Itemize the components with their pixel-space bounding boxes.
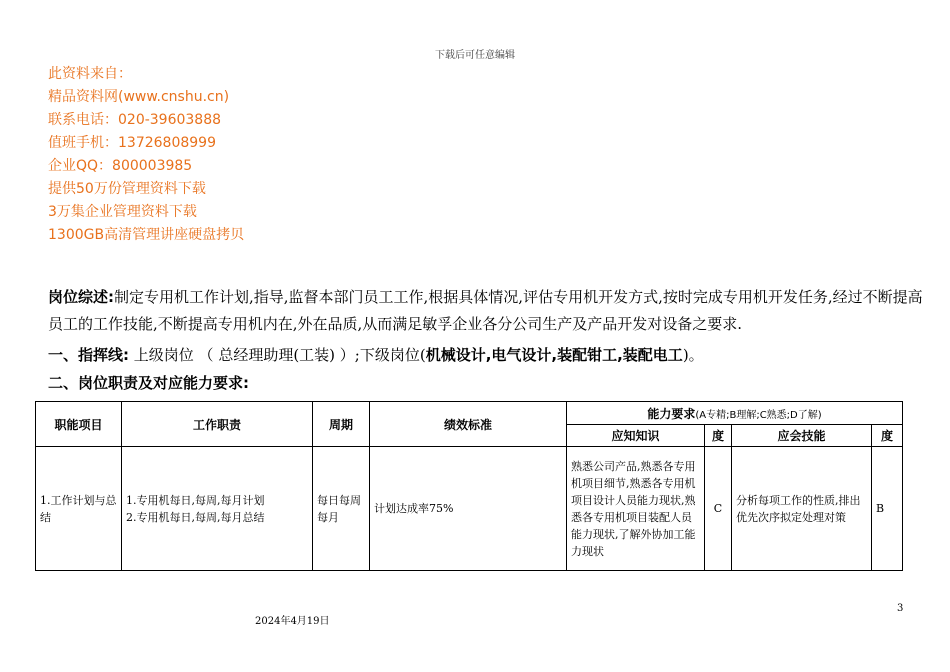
promo-line: 值班手机：13726808999: [48, 135, 216, 151]
cell-standard: 计划达成率75%: [370, 447, 567, 571]
job-summary: [48, 284, 928, 338]
header-item: 职能项目: [36, 402, 122, 447]
page-number: 3: [897, 603, 904, 614]
cell-item: 1.工作计划与总结: [36, 447, 122, 571]
summary-text: 制定专用机工作计划,指导,监督本部门员工工作,根据具体情况,评估专用机开发方式,按时完成专用机开发任务,经过不断提高员工的工作技能,不断提高专用机内在,外在品质,从而满足敏孚企业各分公司生产及产品开发对设备之要求.: [48, 288, 923, 333]
table-row: [36, 447, 903, 571]
footer-date: 2024年4月19日: [255, 616, 330, 627]
promo-line: 此资料来自：: [48, 66, 132, 82]
section2-label: 二、岗位职责及对应能力要求:: [48, 374, 249, 392]
duties-section-title: [48, 372, 249, 393]
header-note: 下载后可任意编辑: [435, 50, 515, 61]
duty-table: [35, 401, 903, 571]
header-ability-label: 能力要求: [647, 406, 696, 421]
promo-block: [48, 63, 244, 247]
promo-line: 3万集企业管理资料下载: [48, 204, 197, 220]
promo-line: 1300GB高清管理讲座硬盘拷贝: [48, 227, 245, 243]
header-skill: 应会技能: [732, 425, 872, 447]
section1-text2: )。: [682, 346, 704, 364]
promo-line: 提供50万份管理资料下载: [48, 181, 206, 197]
header-period: 周期: [313, 402, 370, 447]
cell-knowledge: 熟悉公司产品,熟悉各专用机项目细节,熟悉各专用机项目设计人员能力现状,熟悉各专用机项目装配人员能力现状,了解外协加工能力现状: [567, 447, 705, 571]
header-ability-note: (A专精;B理解;C熟悉;D了解): [695, 409, 822, 421]
promo-line: 精品资料网(www.cnshu.cn): [48, 89, 230, 105]
cell-duty-line: 2.专用机每日,每周,每月总结: [126, 510, 265, 524]
header-knowledge: 应知知识: [567, 425, 705, 447]
header-degree: 度: [705, 425, 732, 447]
promo-line: 企业QQ：800003985: [48, 158, 193, 174]
header-duty: 工作职责: [122, 402, 313, 447]
summary-label: 岗位综述:: [48, 288, 114, 306]
section1-label: 一、指挥线:: [48, 346, 129, 364]
cell-degree: B: [872, 447, 903, 571]
header-ability: [567, 402, 903, 425]
header-degree: 度: [872, 425, 903, 447]
cell-period: 每日每周每月: [313, 447, 370, 571]
section1-text1: 上级岗位 （ 总经理助理(工装) ）;下级岗位(: [133, 346, 426, 364]
cell-duty-line: 1.专用机每日,每周,每月计划: [126, 493, 265, 507]
command-line-section: [48, 344, 704, 365]
section1-bold: 机械设计,电气设计,装配钳工,装配电工: [425, 346, 683, 364]
cell-duty: [122, 447, 313, 571]
promo-line: 联系电话：020-39603888: [48, 112, 222, 128]
cell-degree: C: [705, 447, 732, 571]
cell-skill: 分析每项工作的性质,排出优先次序拟定处理对策: [732, 447, 872, 571]
header-standard: 绩效标准: [370, 402, 567, 447]
